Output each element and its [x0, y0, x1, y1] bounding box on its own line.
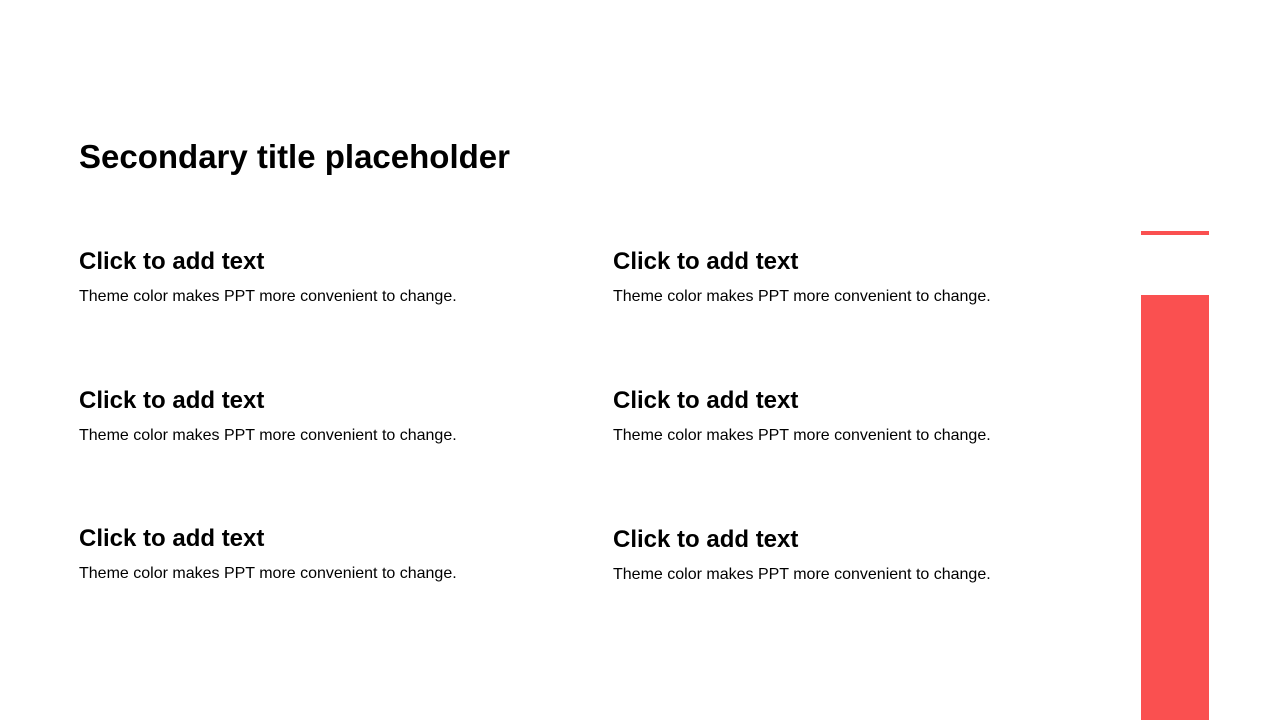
text-block-heading[interactable]: Click to add text: [613, 248, 799, 275]
text-block-4[interactable]: [613, 386, 1093, 446]
text-block-6[interactable]: [613, 525, 1093, 585]
accent-line: [1141, 231, 1209, 235]
text-block-5[interactable]: [79, 524, 559, 584]
text-block-body[interactable]: Theme color makes PPT more convenient to change.: [613, 427, 991, 444]
accent-bar: [1141, 295, 1209, 720]
text-block-body[interactable]: Theme color makes PPT more convenient to change.: [79, 565, 457, 582]
text-block-body[interactable]: Theme color makes PPT more convenient to change.: [613, 288, 991, 305]
text-block-3[interactable]: [79, 386, 559, 446]
text-block-heading[interactable]: Click to add text: [613, 526, 799, 553]
text-block-heading[interactable]: Click to add text: [79, 387, 265, 414]
text-block-body[interactable]: Theme color makes PPT more convenient to change.: [613, 566, 991, 583]
text-block-heading[interactable]: Click to add text: [613, 387, 799, 414]
slide-title[interactable]: Secondary title placeholder: [79, 138, 510, 175]
text-block-2[interactable]: [613, 247, 1093, 307]
text-block-heading[interactable]: Click to add text: [79, 525, 265, 552]
text-block-heading[interactable]: Click to add text: [79, 248, 265, 275]
text-block-1[interactable]: [79, 247, 559, 307]
text-block-body[interactable]: Theme color makes PPT more convenient to change.: [79, 288, 457, 305]
text-block-body[interactable]: Theme color makes PPT more convenient to change.: [79, 427, 457, 444]
